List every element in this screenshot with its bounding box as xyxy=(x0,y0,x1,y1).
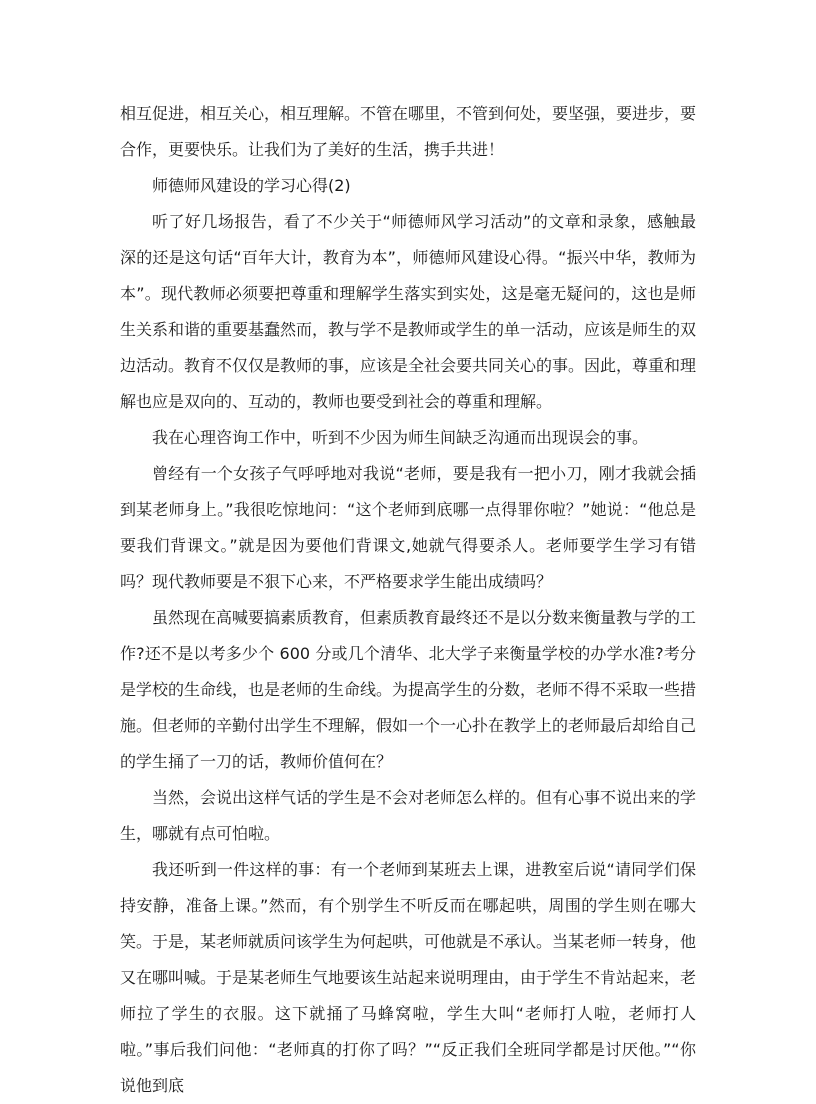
paragraph: 相互促进，相互关心，相互理解。不管在哪里，不管到何处，要坚强，要进步，要合作，更要快乐。让我们为了美好的生活，携手共进！ xyxy=(120,104,697,159)
paragraph: 曾经有一个女孩子气呼呼地对我说“老师，要是我有一把小刀，刚才我就会插到某老师身上。”我很吃惊地问：“这个老师到底哪一点得罪你啦？”她说：“他总是要我们背课文。”就是因为要他们背课文,她就气得要杀人。老师要学生学习有错吗？现代教师要是不狠下心来，不严格要求学生能出成绩吗？ xyxy=(120,464,696,591)
paragraph: 我还听到一件这样的事：有一个老师到某班去上课，进教室后说“请同学们保持安静，准备上课。”然而，有个别学生不听反而在哪起哄，周围的学生则在哪大笑。于是，某老师就质问该学生为何起哄，可他就是不承认。当某老师一转身，他又在哪叫喊。于是某老师生气地要该生站起来说明理由，由于学生不肯站起来，老师拉了学生的衣服。这下就捅了马蜂窝啦，学生大叫“老师打人啦，老师打人啦。”事后我们问他：“老师真的打你了吗？”“反正我们全班同学都是讨厌他。”“你说他到底 xyxy=(120,860,697,1095)
paragraph: 听了好几场报告，看了不少关于“师德师风学习活动”的文章和录象，感触最深的还是这句话“百年大计，教育为本”，师德师风建设心得。“振兴中华，教师为本”。现代教师必须要把尊重和理解学生落实到实处，这是毫无疑问的，这也是师生关系和谐的重要基蠢然而，教与学不是教师或学生的单一活动，应该是师生的双边活动。教育不仅仅是教师的事，应该是全社会要共同关心的事。因此，尊重和理解也应是双向的、互动的，教师也要受到社会的尊重和理解。 xyxy=(120,212,697,411)
paragraph: 我在心理咨询工作中，听到不少因为师生间缺乏沟通而出现误会的事。 xyxy=(152,428,649,447)
paragraph: 当然，会说出这样气话的学生是不会对老师怎么样的。但有心事不说出来的学生，哪就有点可怕啦。 xyxy=(120,788,697,843)
paragraph: 虽然现在高喊要搞素质教育，但素质教育最终还不是以分数来衡量教与学的工作?还不是以考多少个 600 分或几个清华、北大学子来衡量学校的办学水准?考分是学校的生命线，也是老师的生命线。为提高学生的分数，老师不得不采取一些措施。但老师的辛勤付出学生不理解，假如一个一心扑在教学上的老师最后却给自己的学生捅了一刀的话，教师价值何在？ xyxy=(120,608,697,771)
section-heading: 师德师风建设的学习心得(2) xyxy=(152,176,351,195)
document-body xyxy=(120,96,696,1104)
